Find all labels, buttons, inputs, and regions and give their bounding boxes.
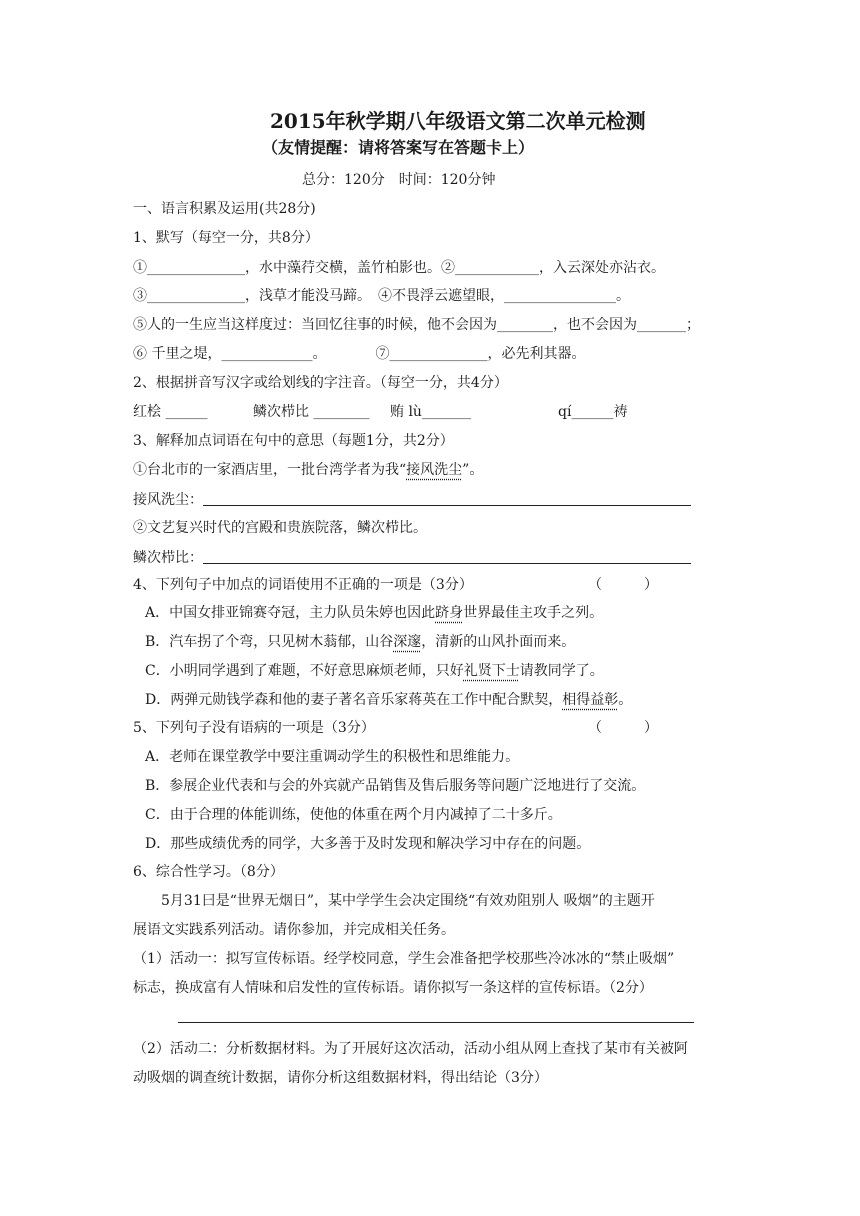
dotted-term: 深邃 [393,634,422,650]
section-heading: 一、语言积累及运用(共28分) [133,201,316,217]
question-5-option-d: D．那些成绩优秀的同学，大多善于及时发现和解决学习中存在的问题。 [145,836,591,852]
question-1-row-4: ⑥ 千里之堤，_____________。 ⑦______________，必先利其器。 [133,346,586,362]
question-1-row-2: ③______________，浅草才能没马蹄。 ④不畏浮云遮望眼，________________。 [133,288,630,304]
question-1-row-1: ①______________，水中藻荇交横，盖竹柏影也。②____________，入云深处亦沾衣。 [133,260,665,276]
question-3-title: 3、解释加点词语在句中的意思（每题1分，共2分） [133,433,454,449]
activity-2-line-1: （2）活动二：分析数据材料。为了开展好这次活动，活动小组从网上查找了某市有关被阿 [133,1041,688,1057]
question-6-intro-2: 展语文实践系列活动。请你参加，并完成相关任务。 [133,922,455,938]
question-6-title: 6、综合性学习。（8分） [133,864,284,880]
question-4-answer-paren: （ ） [588,577,658,593]
question-5-answer-paren: （ ） [588,720,658,736]
question-5-title: 5、下列句子没有语病的一项是（3分） [133,720,375,736]
question-2-item-4: qí______祷 [558,404,628,420]
answer-line-2 [203,563,691,564]
score-time-info: 总分：120分 时间：120分钟 [302,172,496,188]
question-4-option-d: D．两弹元勋钱学森和他的妻子著名音乐家蒋英在工作中配合默契，相得益彰。 [145,692,633,708]
question-2-item-1: 红桧 ______ [133,404,208,420]
question-3-sentence-2: ②文艺复兴时代的宫殿和贵族院落，鳞次栉比。 [133,520,427,536]
question-2-item-2: 鳞次栉比 ________ [253,404,370,420]
question-4-option-b: B．汽车拐了个弯，只见树木蓊郁，山谷深邃，清新的山风扑面而来。 [145,634,576,650]
answer-label-1: 接风洗尘： [133,492,203,508]
question-1-title: 1、默写（每空一分，共8分） [133,230,319,246]
question-3-sentence-1: ①台北市的一家酒店里，一批台湾学者为我“接风洗尘”。 [133,462,484,478]
activity-1-line-2: 标志，换成富有人情味和启发性的宣传标语。请你拟写一条这样的宣传标语。（2分） [133,980,653,996]
question-5-option-b: B．参展企业代表和与会的外宾就产品销售及售后服务等问题广泛地进行了交流。 [145,778,646,794]
answer-line-1 [203,505,691,506]
activity-2-line-2: 动吸烟的调查统计数据，请你分析这组数据材料，得出结论（3分） [133,1070,548,1086]
reminder-note: （友情提醒：请将答案写在答题卡上） [262,138,535,157]
question-2-item-3: 贿 lù_______ [390,404,471,420]
dotted-term: 礼贤下士 [463,663,520,679]
question-4-option-c: C．小明同学遇到了难题，不好意思麻烦老师，只好礼贤下士请教同学了。 [145,663,604,679]
dotted-term: 接风洗尘 [406,462,463,478]
activity-1-line-1: （1）活动一：拟写宣传标语。经学校同意，学生会准备把学校那些冷冰冰的“禁止吸烟” [133,951,675,967]
question-4-option-a: A．中国女排亚锦赛夺冠，主力队员朱婷也因此跻身世界最佳主攻手之列。 [145,605,604,621]
slogan-answer-line [178,1022,694,1023]
question-5-option-c: C．由于合理的体能训练，使他的体重在两个月内减掉了二十多斤。 [145,807,562,823]
question-1-row-3: ⑤人的一生应当这样度过：当回忆往事的时候，他不会因为________，也不会因为_______； [133,317,700,333]
question-4-title: 4、下列句子中加点的词语使用不正确的一项是（3分） [133,577,473,593]
answer-label-2: 鳞次栉比： [133,550,203,566]
dotted-term: 跻身 [435,605,464,621]
question-5-option-a: A．老师在课堂教学中要注重调动学生的积极性和思维能力。 [145,749,520,765]
page-title: 2015年秋学期八年级语文第二次单元检测 [270,109,646,133]
dotted-term: 相得益彰 [562,692,619,708]
question-2-title: 2、根据拼音写汉字或给划线的字注音。（每空一分，共4分） [133,375,508,391]
question-6-intro-1: 5月31曰是“世界无烟日”，某中学学生会决定围绕“有效劝阻别人 吸烟”的主题开 [133,893,655,909]
